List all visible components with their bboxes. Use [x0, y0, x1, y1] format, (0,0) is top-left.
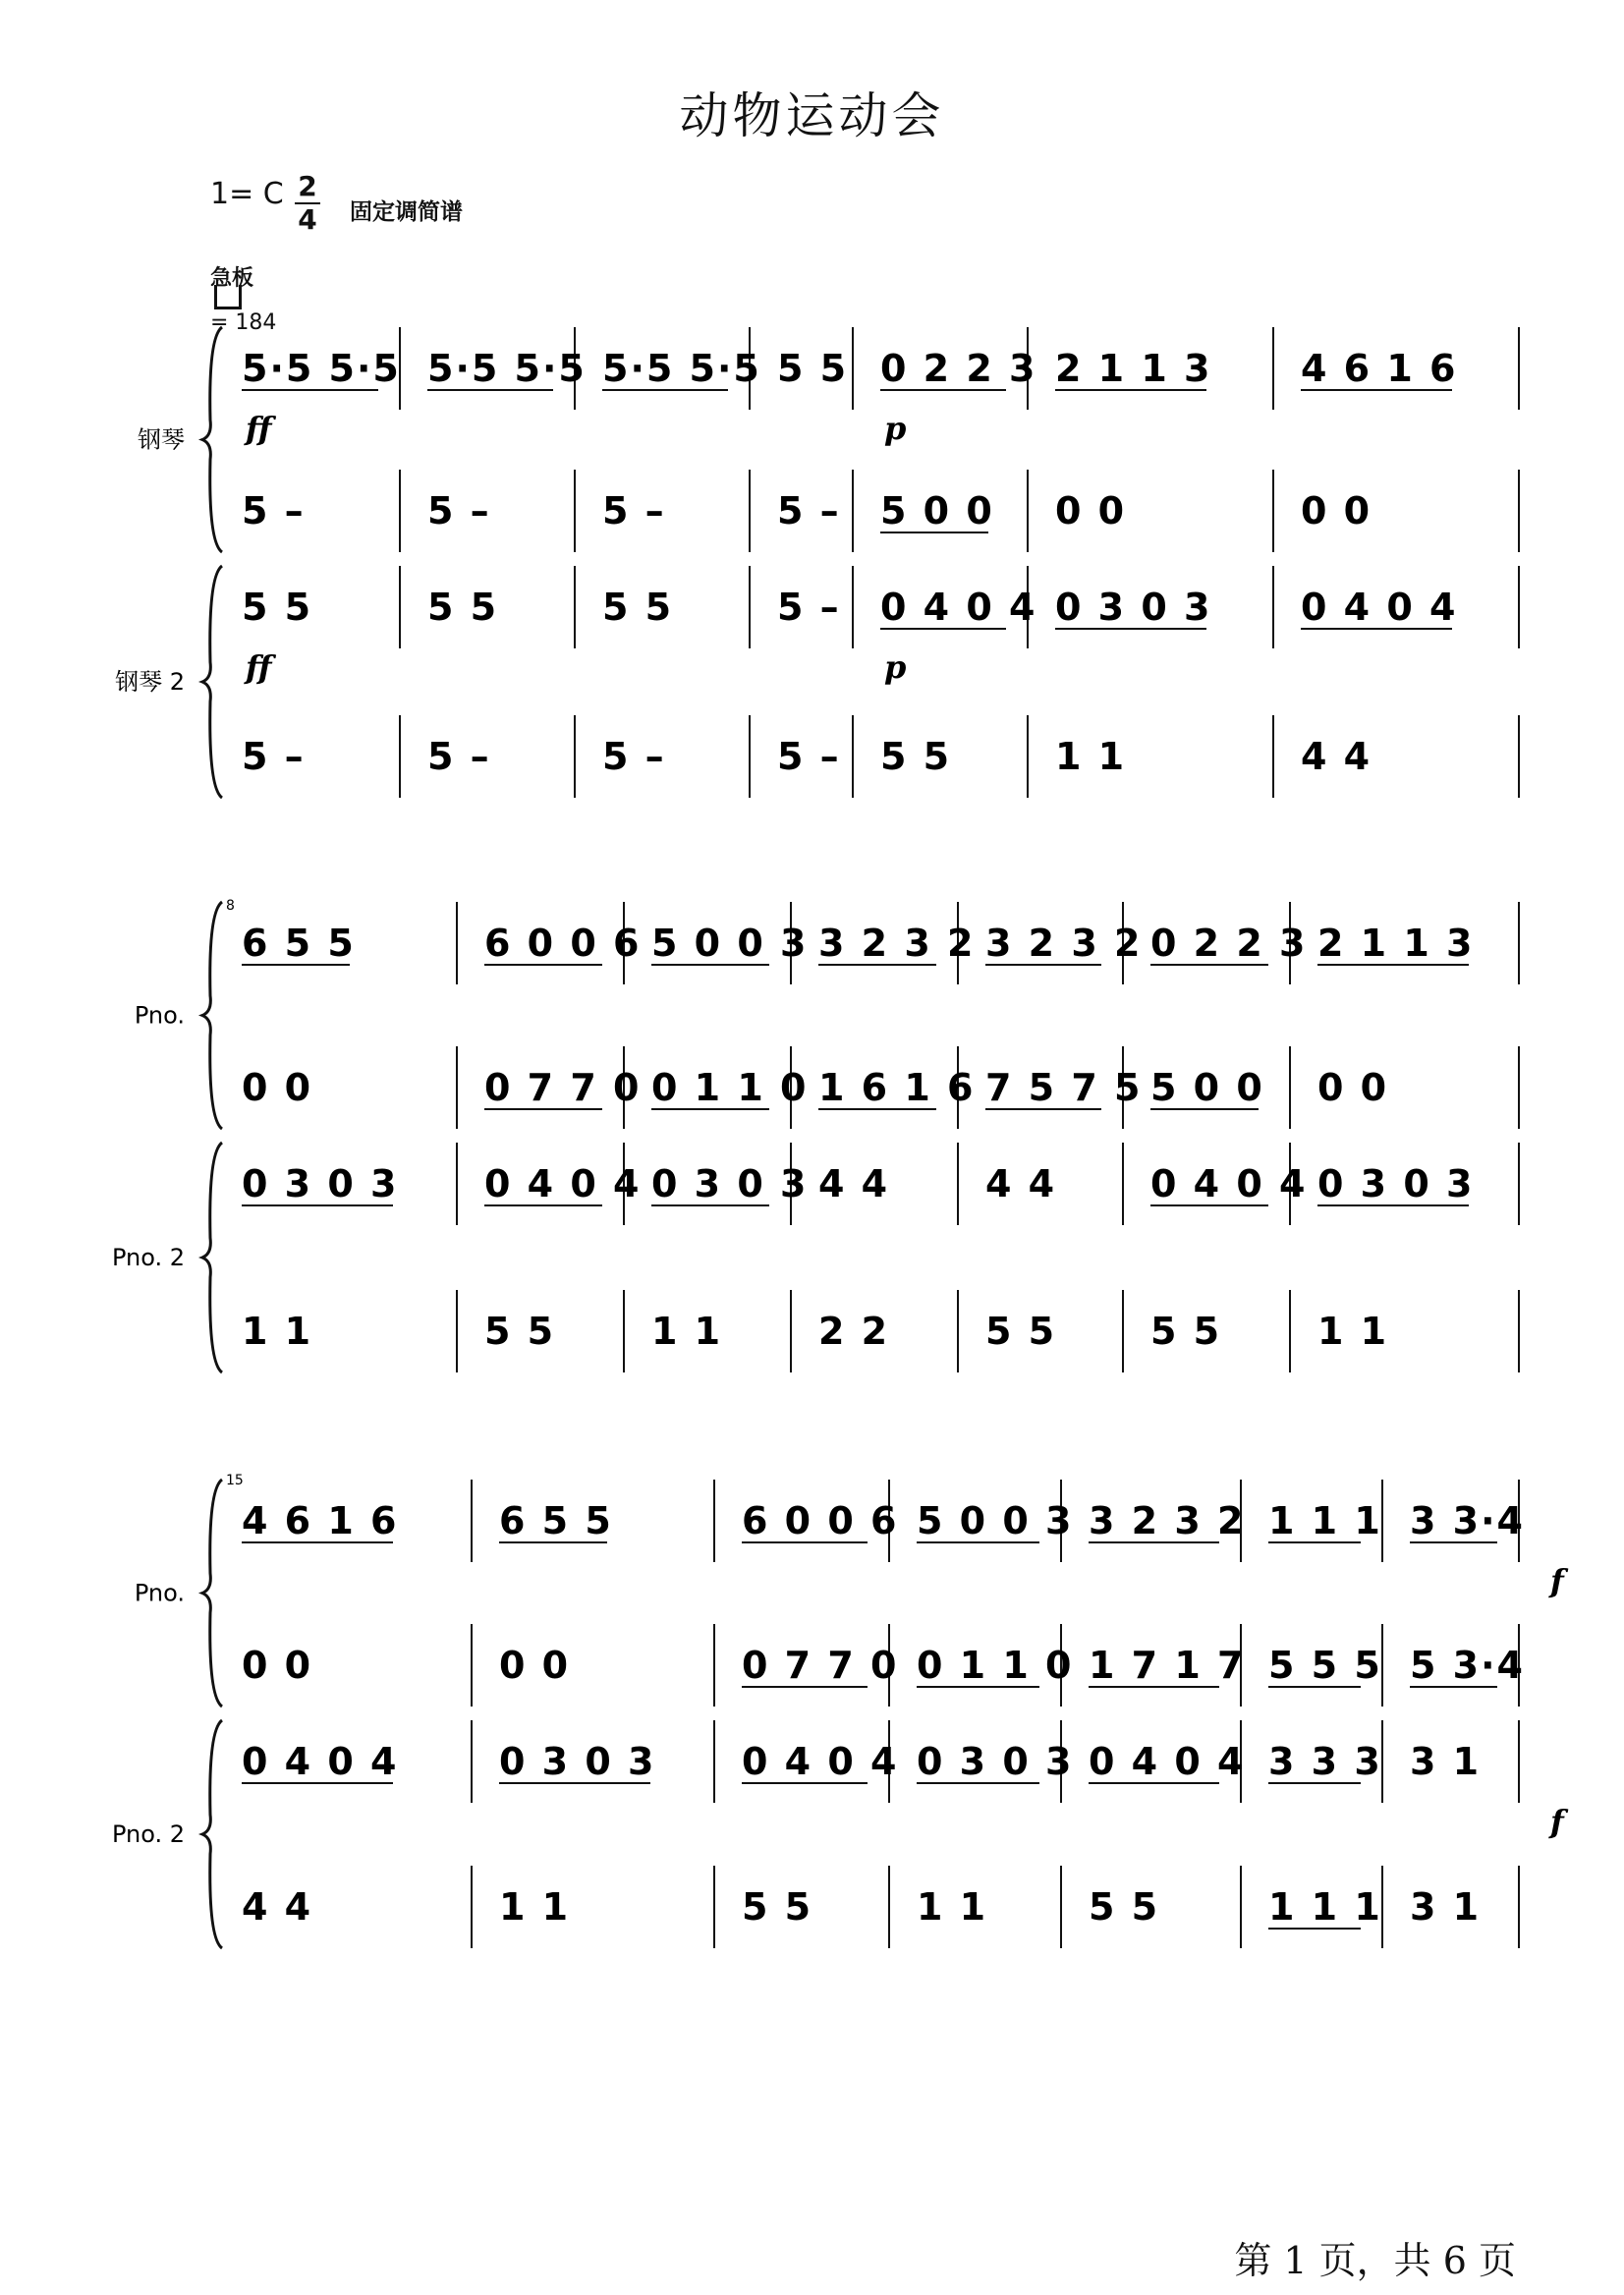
note-group: 5 5 5 — [1268, 1644, 1382, 1687]
note-group: 5 – — [602, 735, 666, 778]
note-group: 5 – — [602, 489, 666, 532]
tempo-value: = 184 — [210, 310, 277, 335]
brace-icon — [202, 902, 222, 1129]
note-group: 5 5 — [242, 586, 313, 629]
note-group: 4 4 — [985, 1162, 1057, 1205]
note-group: 5 3·4 — [1410, 1644, 1525, 1687]
note-group: 0 7 7 0 — [484, 1066, 642, 1109]
note-group: 5 5 — [985, 1310, 1057, 1353]
page-footer: 第 1 页，共 6 页 — [1234, 2239, 1516, 2282]
note-group: 5 5 — [777, 347, 849, 390]
instrument-label: 钢琴 — [138, 425, 185, 454]
note-group: 1 1 — [1055, 735, 1127, 778]
note-group: 0 4 0 4 — [484, 1162, 642, 1205]
note-group: 3 3·4 — [1410, 1499, 1525, 1542]
note-group: 5 0 0 3 — [651, 922, 809, 965]
note-group: 0 1 1 0 — [917, 1644, 1074, 1687]
note-group: 5 5 — [427, 586, 499, 629]
note-group: 5 – — [427, 489, 491, 532]
score-title: 动物运动会 — [679, 87, 945, 144]
note-group: 5 0 0 3 — [917, 1499, 1074, 1542]
note-group: 5 – — [242, 489, 306, 532]
note-group: 6 0 0 6 — [484, 922, 642, 965]
instrument-label: Pno. — [134, 1579, 185, 1607]
note-group: 6 5 5 — [242, 922, 356, 965]
note-group: 2 1 1 3 — [1055, 347, 1212, 390]
note-group: 1 1 — [651, 1310, 723, 1353]
note-group: 5 5 — [1150, 1310, 1222, 1353]
note-group: 1 1 — [917, 1885, 988, 1929]
instrument-label: Pno. 2 — [111, 1244, 185, 1271]
note-group: 0 0 — [1317, 1066, 1389, 1109]
note-group: 0 0 — [499, 1644, 571, 1687]
note-group: 5 0 0 — [880, 489, 994, 532]
note-group: 1 1 1 — [1268, 1885, 1382, 1929]
notation-type: 固定调简谱 — [350, 199, 463, 225]
note-group: 1 6 1 6 — [818, 1066, 976, 1109]
dynamic-mark: ff — [246, 648, 272, 686]
note-group: 5·5 5·5 — [242, 347, 401, 390]
note-group: 5 0 0 — [1150, 1066, 1264, 1109]
note-group: 7 5 7 5 — [985, 1066, 1143, 1109]
note-group: 1 1 — [499, 1885, 571, 1929]
dynamic-mark: ff — [246, 410, 272, 447]
note-group: 5 – — [427, 735, 491, 778]
note-group: 3 2 3 2 — [818, 922, 976, 965]
brace-icon — [202, 327, 222, 552]
note-group: 4 4 — [818, 1162, 890, 1205]
brace-icon — [202, 1720, 222, 1948]
note-group: 5 – — [777, 489, 841, 532]
note-group: 0 4 0 4 — [1089, 1740, 1246, 1783]
brace-icon — [202, 1143, 222, 1372]
dynamic-mark: f — [1550, 1562, 1564, 1599]
dynamic-mark: p — [884, 410, 907, 447]
meter-bottom: 4 — [295, 202, 320, 236]
note-group: 3 2 3 2 — [985, 922, 1143, 965]
note-group: 0 3 0 3 — [1317, 1162, 1475, 1205]
note-group: 0 2 2 3 — [1150, 922, 1308, 965]
note-group: 0 0 — [242, 1066, 313, 1109]
instrument-label: Pno. — [134, 1001, 185, 1030]
note-group: 1 7 1 7 — [1089, 1644, 1246, 1687]
note-group: 0 4 0 4 — [742, 1740, 899, 1783]
note-group: 5·5 5·5 — [427, 347, 587, 390]
note-group: 4 6 1 6 — [242, 1499, 399, 1542]
note-group: 5 5 — [742, 1885, 813, 1929]
note-group: 0 4 0 4 — [1150, 1162, 1308, 1205]
note-group: 3 2 3 2 — [1089, 1499, 1246, 1542]
note-group: 4 4 — [1301, 735, 1372, 778]
note-group: 0 0 — [1301, 489, 1372, 532]
note-group: 5·5 5·5 — [602, 347, 761, 390]
note-group: 3 3 3 — [1268, 1740, 1382, 1783]
note-group: 3 1 — [1410, 1740, 1482, 1783]
note-group: 5 5 — [1089, 1885, 1160, 1929]
note-group: 2 1 1 3 — [1317, 922, 1475, 965]
note-group: 5 5 — [602, 586, 674, 629]
dynamic-mark: f — [1550, 1803, 1564, 1840]
brace-icon — [202, 1480, 222, 1707]
note-group: 1 1 — [1317, 1310, 1389, 1353]
tempo-marking: 急板 — [210, 266, 254, 291]
note-group: 0 0 — [1055, 489, 1127, 532]
note-group: 3 1 — [1410, 1885, 1482, 1929]
note-group: 0 3 0 3 — [1055, 586, 1212, 629]
key-signature: 1= C — [210, 177, 284, 211]
dynamic-mark: p — [884, 648, 907, 686]
note-group: 0 3 0 3 — [917, 1740, 1074, 1783]
note-group: 0 3 0 3 — [499, 1740, 656, 1783]
note-group: 0 4 0 4 — [1301, 586, 1458, 629]
note-group: 0 3 0 3 — [242, 1162, 399, 1205]
note-group: 5 5 — [484, 1310, 556, 1353]
note-group: 0 1 1 0 — [651, 1066, 809, 1109]
note-group: 4 4 — [242, 1885, 313, 1929]
note-group: 0 0 — [242, 1644, 313, 1687]
note-group: 6 5 5 — [499, 1499, 613, 1542]
note-group: 5 – — [777, 735, 841, 778]
note-group: 2 2 — [818, 1310, 890, 1353]
note-group: 0 7 7 0 — [742, 1644, 899, 1687]
measure-number: 8 — [226, 898, 235, 914]
note-group: 0 2 2 3 — [880, 347, 1037, 390]
instrument-label: Pno. 2 — [111, 1820, 185, 1848]
meter-top: 2 — [298, 170, 317, 202]
note-group: 4 6 1 6 — [1301, 347, 1458, 390]
note-group: 1 1 — [242, 1310, 313, 1353]
instrument-label: 钢琴 2 — [115, 668, 185, 696]
note-group: 0 4 0 4 — [880, 586, 1037, 629]
note-group: 1 1 1 — [1268, 1499, 1382, 1542]
note-group: 0 3 0 3 — [651, 1162, 809, 1205]
note-group: 0 4 0 4 — [242, 1740, 399, 1783]
brace-icon — [202, 566, 222, 798]
note-group: 5 5 — [880, 735, 952, 778]
measure-number: 15 — [226, 1473, 244, 1488]
note-group: 5 – — [242, 735, 306, 778]
note-group: 5 – — [777, 586, 841, 629]
note-group: 6 0 0 6 — [742, 1499, 899, 1542]
